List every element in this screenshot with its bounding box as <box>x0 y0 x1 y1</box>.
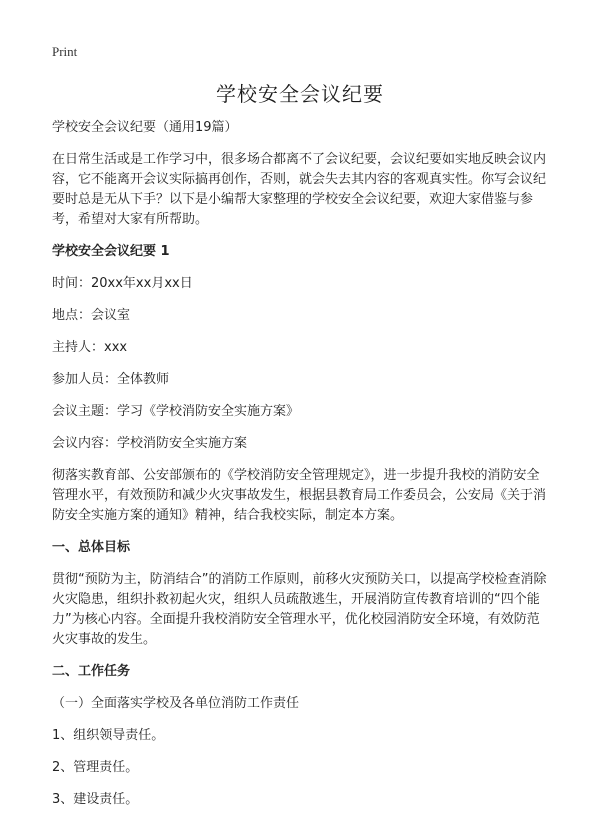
print-link[interactable]: Print <box>52 44 78 59</box>
body-paragraph: 彻落实教育部、公安部颁布的《学校消防安全管理规定》，进一步提升我校的消防安全管理水平，有效预防和减少火灾事故发生，根据县教育局工作委员会，公安局《关于消防安全实施方案的通知》精神，结合我校实际，制定本方案。 <box>52 468 547 523</box>
meeting-host: 主持人：xxx <box>52 340 128 355</box>
meeting-location: 地点：会议室 <box>52 308 131 323</box>
section-heading-1: 学校安全会议纪要 1 <box>52 244 170 259</box>
list-item: 2、管理责任。 <box>52 760 139 775</box>
list-item: 1、组织领导责任。 <box>52 728 165 743</box>
list-item: 3、建设责任。 <box>52 792 139 807</box>
page-title: 学校安全会议纪要 <box>216 82 384 106</box>
intro-paragraph: 在日常生活或是工作学习中，很多场合都离不了会议纪要，会议纪要如实地反映会议内容，它不能离开会议实际搞再创作，否则，就会失去其内容的客观真实性。你写会议纪要时总是无从下手？以下是小编帮大家整理的学校安全会议纪要，欢迎大家借鉴与参考，希望对大家有所帮助。 <box>52 152 547 227</box>
goal-paragraph: 贯彻“预防为主，防消结合”的消防工作原则，前移火灾预防关口，以提高学校检查消除火灾隐患，组织扑救初起火灾，组织人员疏散逃生，开展消防宣传教育培训的“四个能力”为核心内容。全面提升我校消防安全管理水平，优化校园消防安全环境，有效防范火灾事故的发生。 <box>52 572 547 647</box>
heading-work-tasks: 二、工作任务 <box>52 664 131 679</box>
meeting-participants: 参加人员：全体教师 <box>52 372 170 387</box>
task-subheading: （一）全面落实学校及各单位消防工作责任 <box>52 696 300 711</box>
article-subtitle: 学校安全会议纪要（通用19篇） <box>52 120 238 135</box>
meeting-time: 时间：20xx年xx月xx日 <box>52 276 193 291</box>
meeting-content: 会议内容：学校消防安全实施方案 <box>52 436 248 451</box>
article-body <box>52 118 552 822</box>
heading-overall-goal: 一、总体目标 <box>52 540 131 555</box>
meeting-theme: 会议主题：学习《学校消防安全实施方案》 <box>52 404 300 419</box>
